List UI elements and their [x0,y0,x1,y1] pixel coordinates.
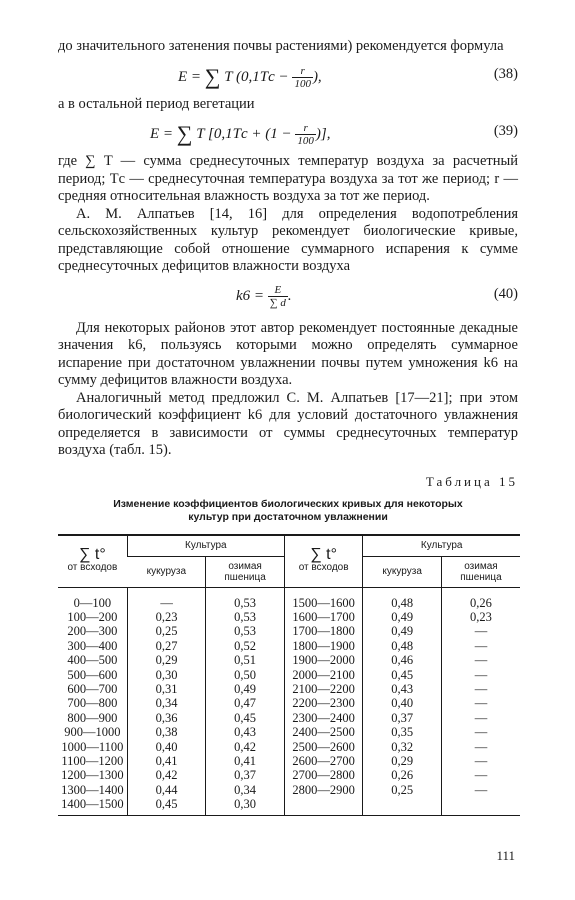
table-cell: 0,23 [441,610,520,624]
formula-40-lhs: k6 = [236,287,268,304]
table-cell: 0,34 [127,696,206,710]
table-cell: 0—100 [73,595,112,610]
table-cell: 2700—2800 [284,768,363,782]
table-cell: — [441,696,520,710]
formula-39-number: (39) [493,123,518,139]
table-cell: 600—700 [67,681,118,696]
table-cell: — [441,653,520,667]
formula-38 [58,56,518,96]
formula-39 [58,113,518,153]
paragraph-1: до значительного затенения почвы растениями) рекомендуется формула [58,38,504,54]
fraction-numerator: E [268,284,288,297]
table-cell: 700—800 [67,696,118,711]
table-cell: 2600—2700 [284,754,363,768]
table-cell: 1800—1900 [284,639,363,653]
table-cell: 0,35 [363,725,442,739]
table-cell: 0,30 [127,668,206,682]
table-cell: — [127,587,206,610]
table-cell: 2500—2600 [284,740,363,754]
table-cell: — [441,754,520,768]
table-cell: 2100—2200 [284,682,363,696]
header-corn: кукуруза [363,556,442,587]
formula-38-lhs: E = [178,68,205,85]
paragraph-4: А. М. Алпатьев [14, 16] для определения водопотребления сельскохозяйственных культур рекомендует биологические кривые, представляющие собой отношение суммарного испарения к сумме среднесуточных дефицитов влажности воздуха [58,205,518,274]
table-row [58,668,520,682]
table-row [58,768,520,782]
table-label: Таблица 15 [425,473,518,489]
formula-38-body: T (0,1Tс − [220,68,293,85]
sum-symbol: ∑ [204,63,221,89]
paragraph-6: Аналогичный метод предложил С. М. Алпатьев [17—21]; при этом биологический коэффициент k6 для условий достаточного увлажнения определяется в зависимости от суммы среднесуточных температур воздуха (табл. 15). [58,389,518,458]
header-culture: Культура [127,535,284,557]
table-caption-line-1: Изменение коэффициентов биологических кривых для некоторых [113,497,463,510]
table-cell: 800—900 [67,710,118,725]
table-row [58,682,520,696]
formula-39-expression [150,121,330,147]
table-cell: 0,46 [363,653,442,667]
header-sum-symbol: ∑ t° [310,546,337,563]
table-cell: 0,48 [363,587,442,610]
table-cell: 0,23 [127,610,206,624]
table-cell: 0,45 [127,797,206,815]
table-cell: — [441,682,520,696]
table-cell: — [441,783,520,797]
fraction-denominator: 100 [297,135,314,148]
table-cell: 2000—2100 [284,668,363,682]
table-cell: 0,43 [206,725,285,739]
formula-38-close: ), [312,68,322,85]
table-cell [363,797,442,815]
table-cell: 0,45 [363,668,442,682]
table-cell: 0,36 [127,711,206,725]
table-row [58,653,520,667]
table-cell: 0,44 [127,783,206,797]
table-cell: — [441,711,520,725]
paragraph-3: где ∑ T — сумма среднесуточных температур воздуха за расчетный период; Tс — среднесуточная температура воздуха за тот же период; r — средняя относительная влажность воздуха за тот же период. [58,153,518,204]
formula-40-expression [236,284,292,309]
header-corn: кукуруза [127,556,206,587]
table-cell: 2400—2500 [284,725,363,739]
table-cell: — [441,624,520,638]
table-row [58,783,520,797]
table-cell: 1100—1200 [61,753,124,768]
header-sum-subtitle: от всходов [298,562,349,573]
table-cell: 0,40 [127,740,206,754]
coefficients-table [58,534,520,816]
formula-39-close: )], [315,126,331,142]
table-body [58,587,520,815]
table-cell: 0,42 [206,740,285,754]
table-row [58,610,520,624]
table-cell: 2300—2400 [284,711,363,725]
formula-40-number: (40) [493,285,518,302]
table-cell: — [441,740,520,754]
table-cell: 1600—1700 [284,610,363,624]
table-row [58,725,520,739]
table-cell: 0,52 [206,639,285,653]
table-cell: 0,30 [206,797,285,815]
table-cell: 0,34 [206,783,285,797]
table-cell: 1500—1600 [284,587,363,610]
table-row [58,797,520,815]
header-wheat-line-1: озимая [464,560,498,572]
table-cell: 0,51 [206,653,285,667]
table-row [58,740,520,754]
header-sum-subtitle: от всходов [67,562,118,573]
table-cell: 0,48 [363,639,442,653]
formula-38-number: (38) [493,65,518,82]
fraction-numerator: r [292,65,313,78]
table-cell [441,797,520,815]
table-cell: 0,25 [363,783,442,797]
header-winter-wheat [441,556,520,587]
header-winter-wheat [206,556,285,587]
table-cell: 0,27 [127,639,206,653]
table-cell: 0,26 [363,768,442,782]
formula-40 [58,276,518,320]
header-temperature-sum [58,535,127,588]
table-cell: 400—500 [67,653,118,668]
table-cell: 0,38 [127,725,206,739]
header-sum-symbol: ∑ t° [79,546,106,563]
table-cell: 2200—2300 [284,696,363,710]
table-cell: 0,49 [363,610,442,624]
table-cell: — [441,768,520,782]
table-cell: 200—300 [67,624,118,639]
table-caption [58,498,518,524]
table-cell: 500—600 [67,667,118,682]
table-cell: 100—200 [67,609,118,624]
table-row [58,587,520,610]
fraction-numerator: r [295,122,316,135]
table-cell: 1700—1800 [284,624,363,638]
table-row [58,754,520,768]
formula-40-close: . [287,287,292,304]
table-cell: 0,29 [127,653,206,667]
fraction [295,122,316,147]
table-cell: 0,42 [127,768,206,782]
header-temperature-sum [284,535,363,588]
table-row [58,624,520,638]
table-cell: 0,45 [206,711,285,725]
table-cell: 0,25 [127,624,206,638]
table-row [58,711,520,725]
formula-39-body: T [0,1Tс + (1 − [192,126,296,142]
table-cell: 1300—1400 [61,782,124,797]
table-cell: — [441,668,520,682]
table-row [58,696,520,710]
table-cell: 0,37 [363,711,442,725]
page-number: 111 [496,848,515,863]
table-cell: — [441,639,520,653]
table-cell: 0,41 [127,754,206,768]
table-cell: 0,53 [206,610,285,624]
table-cell: 0,47 [206,696,285,710]
fraction [268,284,288,309]
table-cell: 0,29 [363,754,442,768]
page-content [58,38,518,816]
table-cell: 0,49 [206,682,285,696]
table-cell: 1400—1500 [58,797,127,815]
table-cell: 0,43 [363,682,442,696]
header-wheat-line-2: пшеница [460,571,502,583]
table-cell: 0,32 [363,740,442,754]
paragraph-2: а в остальной период вегетации [58,95,255,112]
sum-symbol: ∑ [176,121,193,146]
formula-38-expression [178,64,322,90]
header-wheat-line-1: озимая [228,560,262,572]
fraction-denominator: ∑ d [269,296,286,309]
table-cell [284,797,363,815]
fraction-denominator: 100 [294,77,311,90]
table-cell: 0,31 [127,682,206,696]
table-cell: 900—1000 [64,725,121,740]
table-cell: 1000—1100 [61,739,124,754]
table-cell: 0,26 [441,587,520,610]
paragraph-5: Для некоторых районов этот автор рекомендует постоянные декадные значения k6, пользуясь которыми можно определять суммарное испарение при достаточном увлажнении почвы путем умножения k6 на сумму дефицитов влажности воздуха. [58,319,518,388]
table-caption-line-2: культур при достаточном увлажнении [188,510,388,523]
table-cell: 0,53 [206,587,285,610]
table-cell: 0,50 [206,668,285,682]
fraction [292,65,313,90]
table-cell: 300—400 [67,638,118,653]
formula-39-lhs: E = [150,126,177,142]
header-wheat-line-2: пшеница [224,571,266,583]
table-cell: 1200—1300 [61,768,124,783]
table-cell: 0,49 [363,624,442,638]
table-cell: 0,40 [363,696,442,710]
table-cell: 0,53 [206,624,285,638]
table-cell: 0,41 [206,754,285,768]
header-culture: Культура [363,535,520,557]
table-row [58,639,520,653]
table-cell: 2800—2900 [284,783,363,797]
table-cell: — [441,725,520,739]
table-cell: 1900—2000 [284,653,363,667]
table-cell: 0,37 [206,768,285,782]
